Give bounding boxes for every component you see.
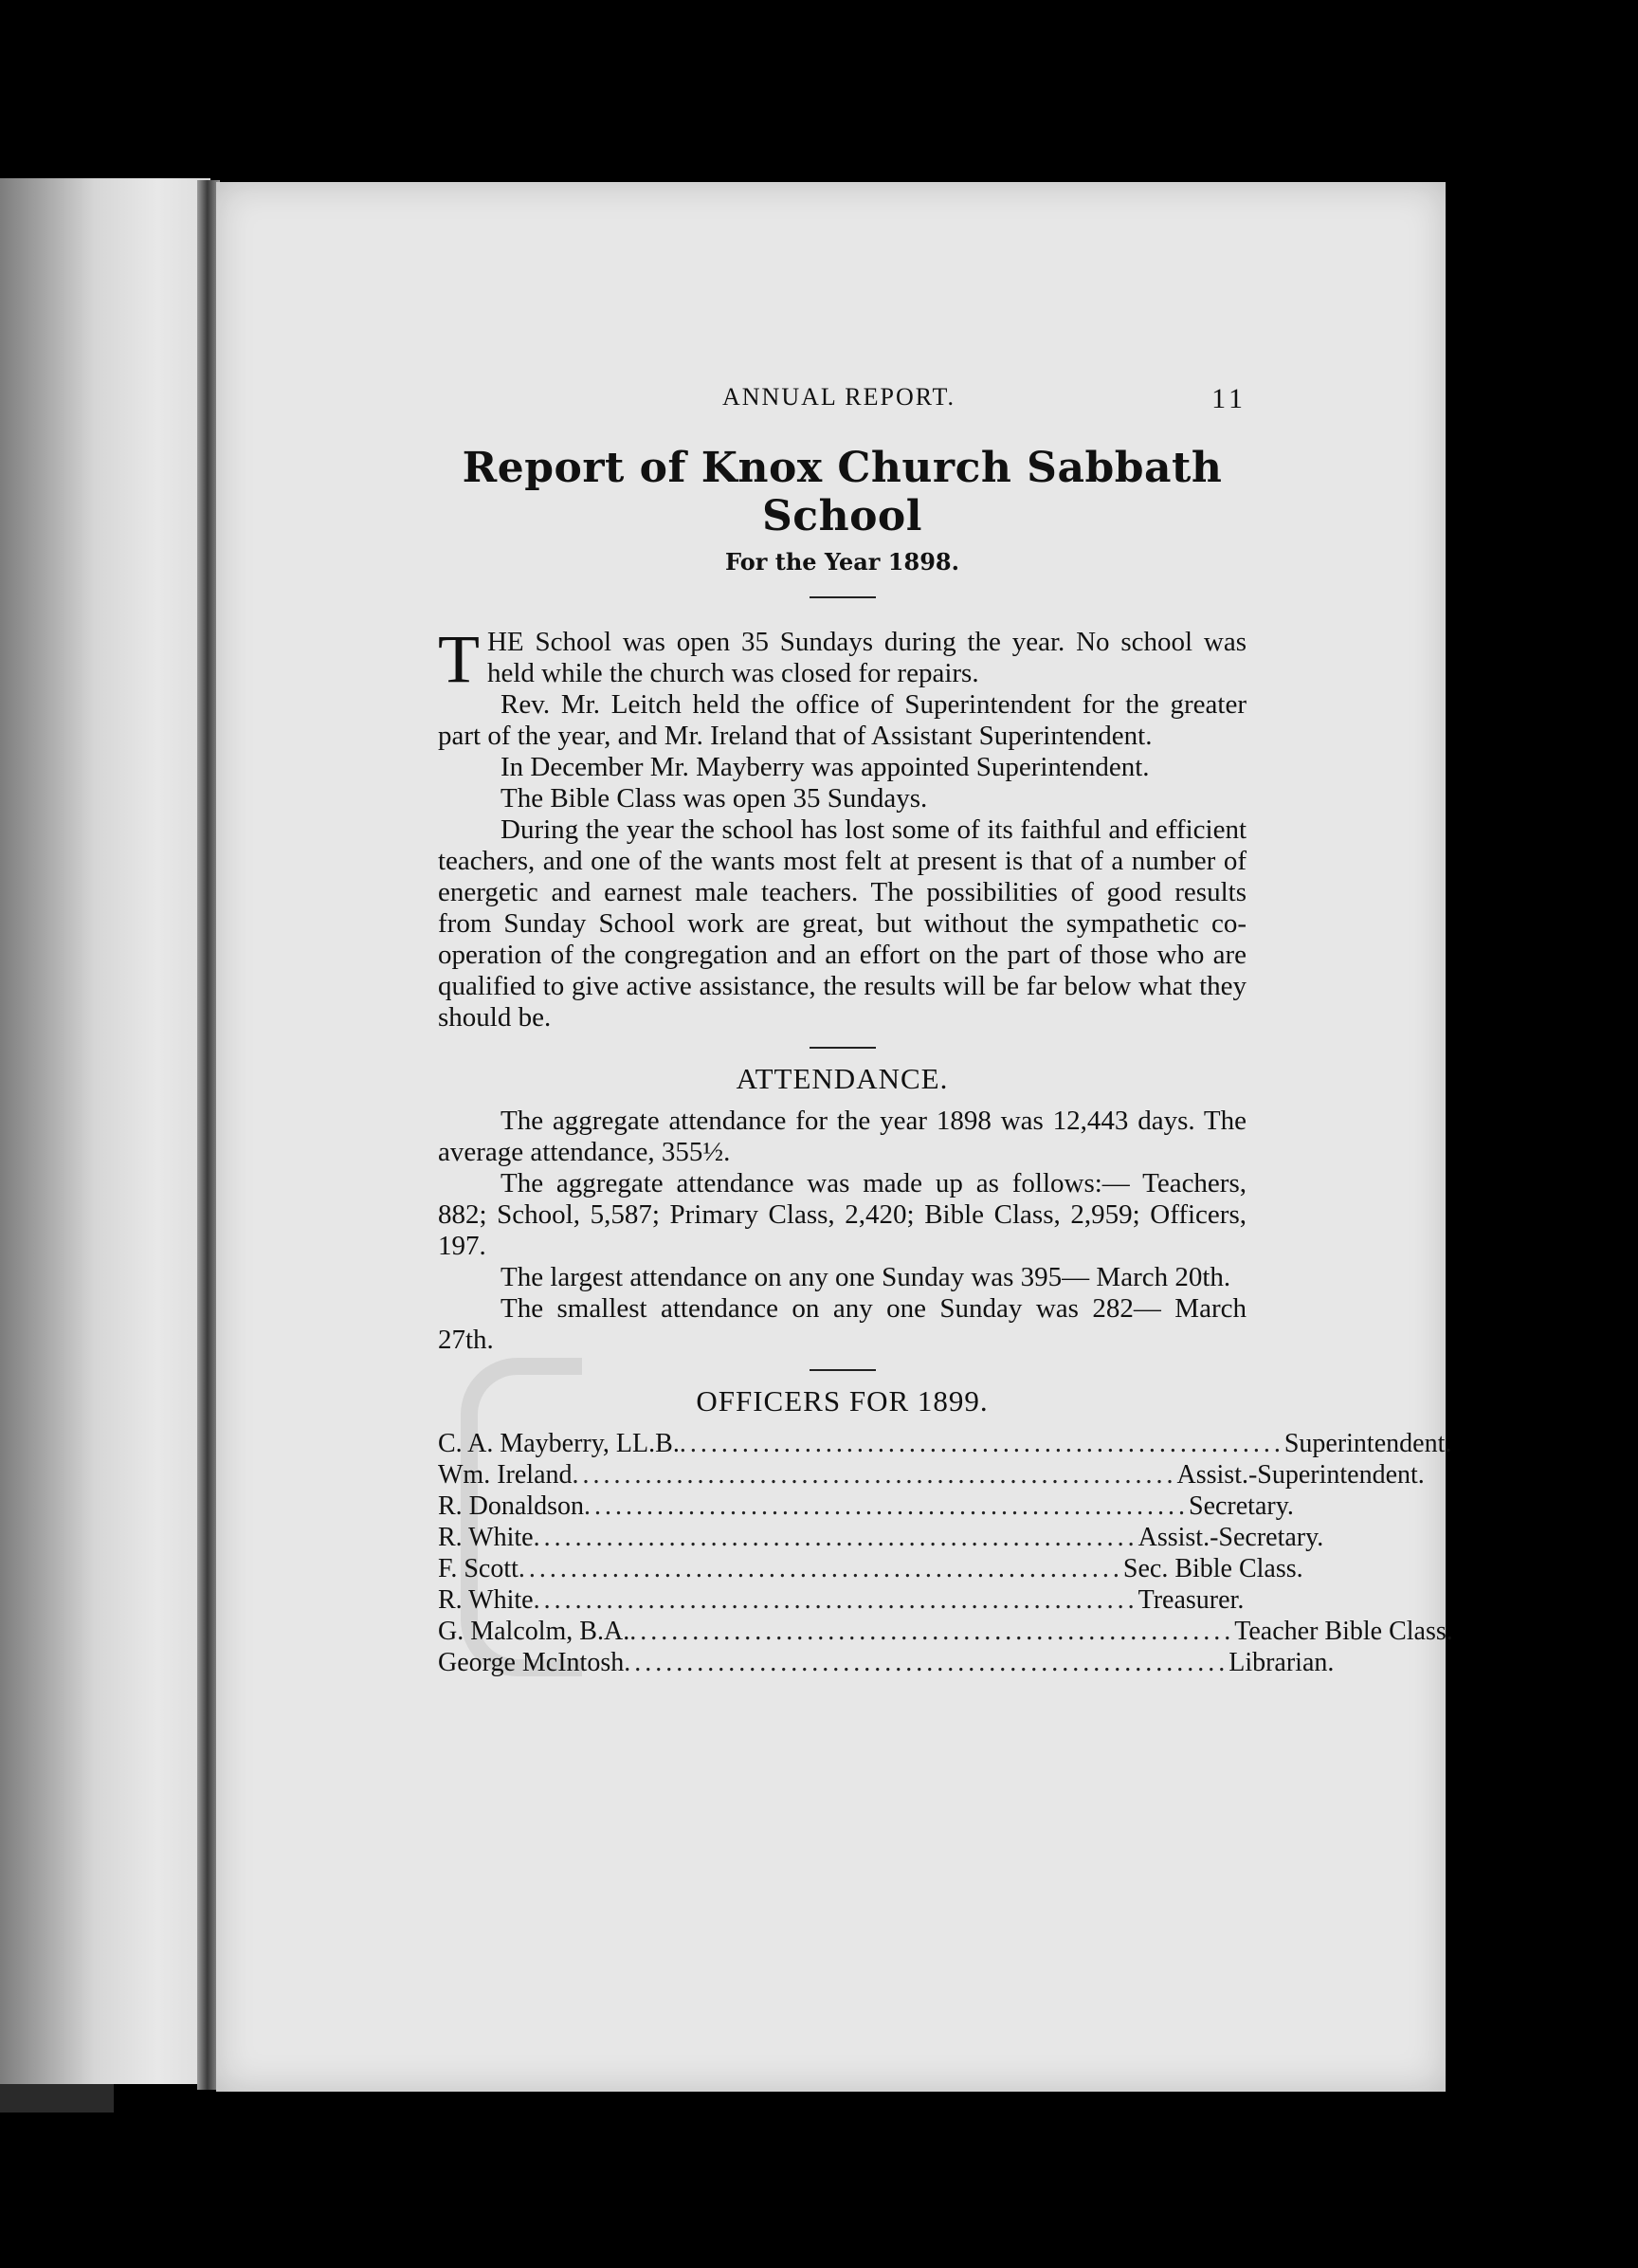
drop-cap: T (438, 621, 480, 697)
officer-name: R. White (438, 1585, 534, 1615)
dot-leader: .......................................................... (629, 1617, 1235, 1646)
running-head-title: ANNUAL REPORT. (722, 383, 956, 411)
officer-role: Sec. Bible Class. (1122, 1554, 1303, 1583)
officer-role: Secretary. (1189, 1491, 1294, 1521)
section-rule (810, 1047, 876, 1049)
page-number: 11 (1211, 383, 1247, 414)
title-rule (810, 596, 876, 598)
officer-name: R. White (438, 1523, 534, 1552)
dot-leader: .......................................................... (679, 1429, 1284, 1458)
officer-row (438, 1616, 1453, 1647)
officers-list (438, 1428, 1453, 1678)
dot-leader: .......................................................... (518, 1554, 1123, 1583)
page-content (438, 379, 1453, 1678)
officer-name: C. A. Mayberry, LL.B. (438, 1429, 680, 1458)
officer-row (438, 1647, 1335, 1678)
section-rule (810, 1369, 876, 1371)
dot-leader: .......................................................... (572, 1460, 1177, 1490)
officer-name: R. Donaldson (438, 1491, 584, 1521)
dot-leader: .......................................................... (624, 1648, 1229, 1677)
attendance-paragraph: The smallest attendance on any one Sunday was 282— March 27th. (438, 1293, 1247, 1355)
officer-row (438, 1459, 1425, 1491)
dot-leader: .......................................................... (533, 1585, 1138, 1615)
intro-paragraph-text: HE School was open 35 Sundays during the year. No school was held while the church was closed for repairs. (486, 627, 1247, 688)
officer-row (438, 1584, 1247, 1616)
report-title: Report of Knox Church Sabbath School (462, 444, 1223, 540)
dot-leader: .......................................................... (533, 1523, 1138, 1552)
officer-name: Wm. Ireland (438, 1460, 573, 1490)
officer-role: Treasurer. (1138, 1585, 1245, 1615)
appointment-paragraph: In December Mr. Mayberry was appointed Superintendent. (500, 752, 1150, 782)
bible-class-paragraph: The Bible Class was open 35 Sundays. (500, 783, 928, 814)
superintendent-paragraph: Rev. Mr. Leitch held the office of Superintendent for the greater part of the year, and Mr. Ireland that of Assistant Superintendent. (438, 689, 1247, 751)
officer-name: F. Scott (438, 1554, 519, 1583)
officer-name: G. Malcolm, B.A. (438, 1617, 630, 1646)
officer-row (438, 1522, 1324, 1553)
facing-page (0, 178, 210, 2084)
officer-row (438, 1428, 1452, 1459)
officer-name: George McIntosh (438, 1648, 625, 1677)
facing-page-edge (0, 2084, 114, 2113)
attendance-heading: ATTENDANCE. (736, 1062, 949, 1095)
running-head (438, 379, 1247, 417)
officer-role: Assist.-Secretary. (1138, 1523, 1324, 1552)
officer-row (438, 1553, 1303, 1584)
dot-leader: .......................................................... (584, 1491, 1189, 1521)
attendance-paragraph: The aggregate attendance was made up as follows:— Teachers, 882; School, 5,587; Primary Class, 2,420; Bible Class, 2,959; Officers, 197. (438, 1168, 1247, 1261)
officers-heading: OFFICERS FOR 1899. (696, 1384, 989, 1418)
officer-role: Superintendent. (1283, 1429, 1452, 1458)
officer-role: Assist.-Superintendent. (1176, 1460, 1425, 1490)
report-subtitle: For the Year 1898. (725, 548, 959, 576)
officer-row (438, 1491, 1294, 1522)
intro-paragraph (438, 621, 1247, 697)
attendance-paragraph: The aggregate attendance for the year 1898 was 12,443 days. The average attendance, 355½. (438, 1106, 1247, 1167)
officer-role: Librarian. (1228, 1648, 1335, 1677)
attendance-paragraph: The largest attendance on any one Sunday was 395— March 20th. (500, 1262, 1231, 1292)
officer-role: Teacher Bible Class. (1234, 1617, 1453, 1646)
teachers-paragraph: During the year the school has lost some of its faithful and efficient teachers, and one of the wants most felt at present is that of a number of energetic and earnest male teachers. The possibilities of good results from Sunday School work are great, but without the sympathetic co-operation of the congregation and an effort on the part of those who are qualified to give active assistance, the results will be far below what they should be. (438, 814, 1247, 1033)
